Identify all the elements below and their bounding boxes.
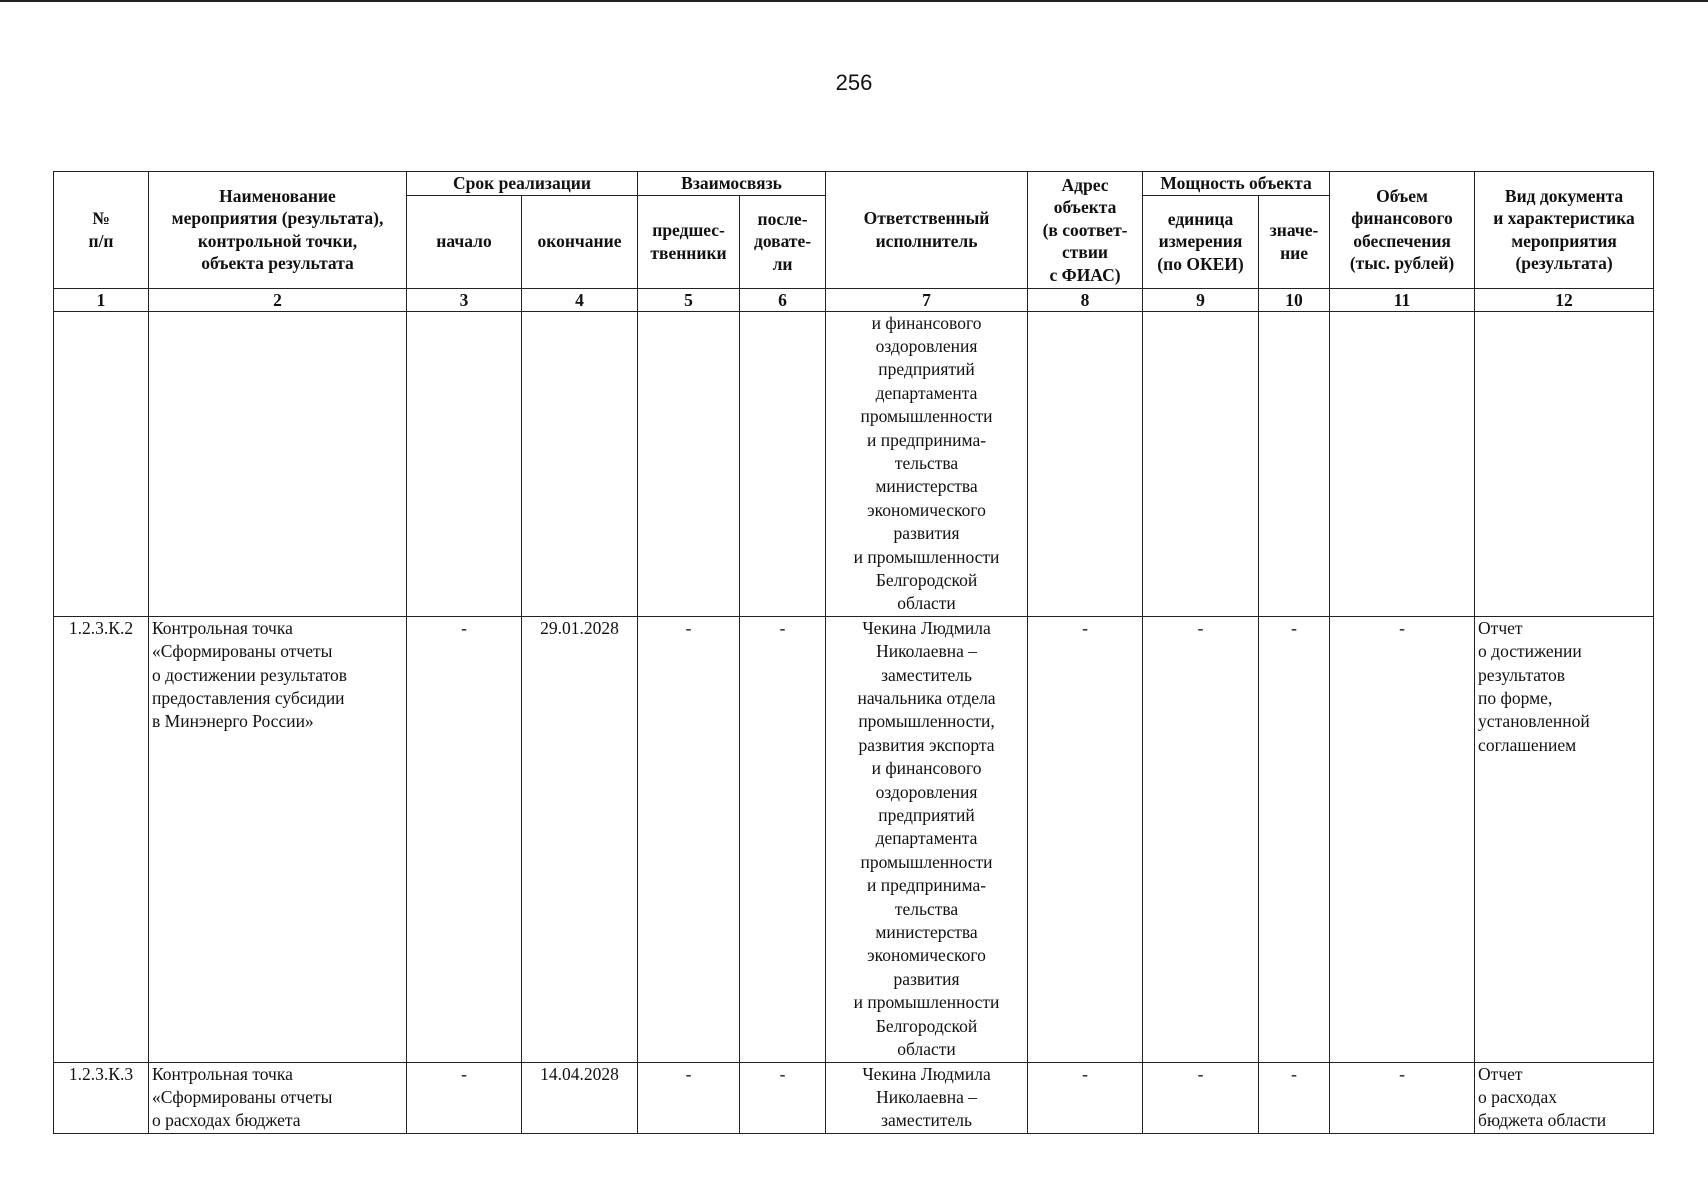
cell-start: -: [407, 1062, 522, 1133]
cell-address: [1028, 311, 1143, 616]
column-number: 3: [407, 288, 522, 311]
cell-end: 29.01.2028: [522, 616, 638, 1062]
column-number: 7: [826, 288, 1028, 311]
cell-start: [407, 311, 522, 616]
header-finance: Объем финансового обеспечения (тыс. рублей): [1330, 172, 1475, 289]
header-num: № п/п: [54, 172, 149, 289]
header-successors: после- довате- ли: [740, 195, 826, 288]
header-document: Вид документа и характеристика мероприятия (результата): [1475, 172, 1654, 289]
header-end: окончание: [522, 195, 638, 288]
cell-num: 1.2.3.К.2: [54, 616, 149, 1062]
column-number: 4: [522, 288, 638, 311]
cell-successors: -: [740, 1062, 826, 1133]
cell-name: [149, 311, 407, 616]
header-name: Наименование мероприятия (результата), контрольной точки, объекта результата: [149, 172, 407, 289]
cell-finance: -: [1330, 1062, 1475, 1133]
cell-predecessors: [638, 311, 740, 616]
cell-end: 14.04.2028: [522, 1062, 638, 1133]
cell-finance: [1330, 311, 1475, 616]
cell-predecessors: -: [638, 616, 740, 1062]
column-number: 11: [1330, 288, 1475, 311]
column-number: 6: [740, 288, 826, 311]
cell-name: Контрольная точка «Сформированы отчеты о расходах бюджета: [149, 1062, 407, 1133]
header-start: начало: [407, 195, 522, 288]
cell-address: -: [1028, 616, 1143, 1062]
column-number: 2: [149, 288, 407, 311]
cell-start: -: [407, 616, 522, 1062]
table-row: [54, 311, 1654, 616]
cell-document: [1475, 311, 1654, 616]
cell-finance: -: [1330, 616, 1475, 1062]
cell-value: -: [1259, 1062, 1330, 1133]
header-capacity-group: Мощность объекта: [1143, 172, 1330, 196]
cell-end: [522, 311, 638, 616]
header-link-group: Взаимосвязь: [638, 172, 826, 196]
cell-value: -: [1259, 616, 1330, 1062]
cell-name: Контрольная точка «Сформированы отчеты о достижении результатов предоставления субсидии в Минэнерго России»: [149, 616, 407, 1062]
top-border-line: [0, 0, 1708, 2]
cell-unit: [1143, 311, 1259, 616]
column-number: 12: [1475, 288, 1654, 311]
cell-responsible: Чекина Людмила Николаевна – заместитель начальника отдела промышленности, развития экспорта и финансового оздоровления предприятий департамента промышленности и предпринима- тельства министерства экономического развития и промышленности Белгородской области: [826, 616, 1028, 1062]
plan-table: [53, 171, 1654, 1134]
column-number: 10: [1259, 288, 1330, 311]
page-number: 256: [835, 70, 873, 95]
cell-document: Отчет о расходах бюджета области: [1475, 1062, 1654, 1133]
cell-num: [54, 311, 149, 616]
column-number: 8: [1028, 288, 1143, 311]
cell-value: [1259, 311, 1330, 616]
table-row: [54, 616, 1654, 1062]
header-responsible: Ответственный исполнитель: [826, 172, 1028, 289]
header-unit: единица измерения (по ОКЕИ): [1143, 195, 1259, 288]
table-row: [54, 1062, 1654, 1133]
header-address: Адрес объекта (в соответ- ствии с ФИАС): [1028, 172, 1143, 289]
column-number: 5: [638, 288, 740, 311]
header-predecessors: предшес- твенники: [638, 195, 740, 288]
cell-unit: -: [1143, 616, 1259, 1062]
cell-num: 1.2.3.К.3: [54, 1062, 149, 1133]
cell-unit: -: [1143, 1062, 1259, 1133]
header-value: значе- ние: [1259, 195, 1330, 288]
cell-predecessors: -: [638, 1062, 740, 1133]
cell-successors: -: [740, 616, 826, 1062]
cell-document: Отчет о достижении результатов по форме, установленной соглашением: [1475, 616, 1654, 1062]
cell-responsible: Чекина Людмила Николаевна – заместитель: [826, 1062, 1028, 1133]
column-number: 9: [1143, 288, 1259, 311]
cell-successors: [740, 311, 826, 616]
column-number: 1: [54, 288, 149, 311]
cell-address: -: [1028, 1062, 1143, 1133]
cell-responsible: и финансового оздоровления предприятий департамента промышленности и предпринима- тельства министерства экономического развития и промышленности Белгородской области: [826, 311, 1028, 616]
header-term-group: Срок реализации: [407, 172, 638, 196]
